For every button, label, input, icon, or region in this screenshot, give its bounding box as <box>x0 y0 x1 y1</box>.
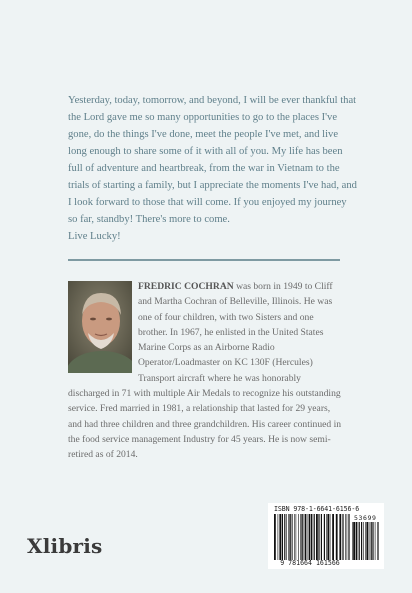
barcode-bar <box>309 514 310 560</box>
barcode-bar <box>302 514 303 560</box>
ean-barcode-bars <box>274 514 350 560</box>
barcode-bar <box>326 514 327 560</box>
publisher-logo: Xlibris <box>27 534 103 558</box>
barcode-bar <box>305 514 307 560</box>
barcode-bar <box>369 522 370 560</box>
barcode-bar <box>359 522 360 560</box>
barcode-bar <box>332 514 334 560</box>
barcode-bar <box>327 514 329 560</box>
barcode-bar <box>356 522 358 560</box>
isbn-barcode <box>268 503 384 569</box>
barcode-bar <box>324 514 325 560</box>
barcode-bar <box>288 514 289 560</box>
barcode-bar <box>282 514 283 560</box>
barcode-bar <box>274 514 276 560</box>
barcode-bar <box>371 522 372 560</box>
cover-blurb: Yesterday, today, tomorrow, and beyond, I will be ever thankful that the Lord gave me so many opportunities to go to the places I've gone, do the things I've done, meet the people I've met, and live long enough to share some of it with all of you. My life has been full of adventure and heartbreak, from the war in Vietnam to the trials of starting a family, but I appreciate the moments I've had, and I look forward to those that will come. If you enjoyed my journey so far, standby! There's more to come. <box>68 95 357 225</box>
barcode-bar <box>352 522 353 560</box>
section-divider <box>68 259 340 261</box>
barcode-bar <box>353 522 355 560</box>
barcode-bar <box>284 514 285 560</box>
barcode-bar <box>342 514 343 560</box>
barcode-bar <box>345 514 346 560</box>
barcode-bar <box>294 514 295 560</box>
barcode-bar <box>308 514 309 560</box>
ean-digits: 9 781664 161566 <box>280 559 340 567</box>
barcode-bar <box>279 514 281 560</box>
barcode-bar <box>372 522 373 560</box>
author-bio-text: was born in 1949 to Cliff and Martha Cochran of Belleville, Illinois. He was one of four children, with two Sisters and one brother. In 1967, he enlisted in the United States Marine Corps as an Airborne Radio Operator/Loadmaster on KC 130F (Hercules) Transport aircraft where he was honorably discharged in 71 with multiple Air Medals to recognize his outstanding service. Fred married in 1981, a relationship that lasted for 29 years, and had three children and three grandchildren. His career continued in the food service management Industry for 45 years. He is now semi-retired as of 2014. <box>68 281 342 461</box>
barcode-bar <box>316 514 318 560</box>
author-bio <box>68 279 343 463</box>
barcode-bar <box>336 514 338 560</box>
barcode-bar <box>339 514 341 560</box>
addon-digits: 53699 <box>354 514 377 522</box>
author-name: FREDRIC COCHRAN <box>138 281 234 292</box>
barcode-bar <box>375 522 376 560</box>
barcode-bar <box>363 522 364 560</box>
barcode-bar <box>278 514 279 560</box>
addon-barcode-bars <box>352 522 380 560</box>
barcode-bar <box>300 514 301 560</box>
barcode-bar <box>298 514 299 560</box>
isbn-label: ISBN 978-1-6641-6156-6 <box>274 505 360 513</box>
barcode-bar <box>361 522 362 560</box>
barcode-bar <box>348 514 349 560</box>
barcode-bar <box>365 522 366 560</box>
barcode-bar <box>347 514 348 560</box>
blurb-signoff: Live Lucky! <box>68 231 121 242</box>
barcode-bar <box>290 514 291 560</box>
barcode-bar <box>311 514 313 560</box>
barcode-bar <box>378 522 379 560</box>
barcode-bar <box>292 514 293 560</box>
barcode-bar <box>296 514 297 560</box>
barcode-bar <box>321 514 322 560</box>
barcode-bar <box>330 514 331 560</box>
barcode-bar <box>366 522 368 560</box>
barcode-bar <box>318 514 319 560</box>
barcode-bar <box>286 514 287 560</box>
barcode-bar <box>314 514 315 560</box>
barcode-bar <box>377 522 378 560</box>
